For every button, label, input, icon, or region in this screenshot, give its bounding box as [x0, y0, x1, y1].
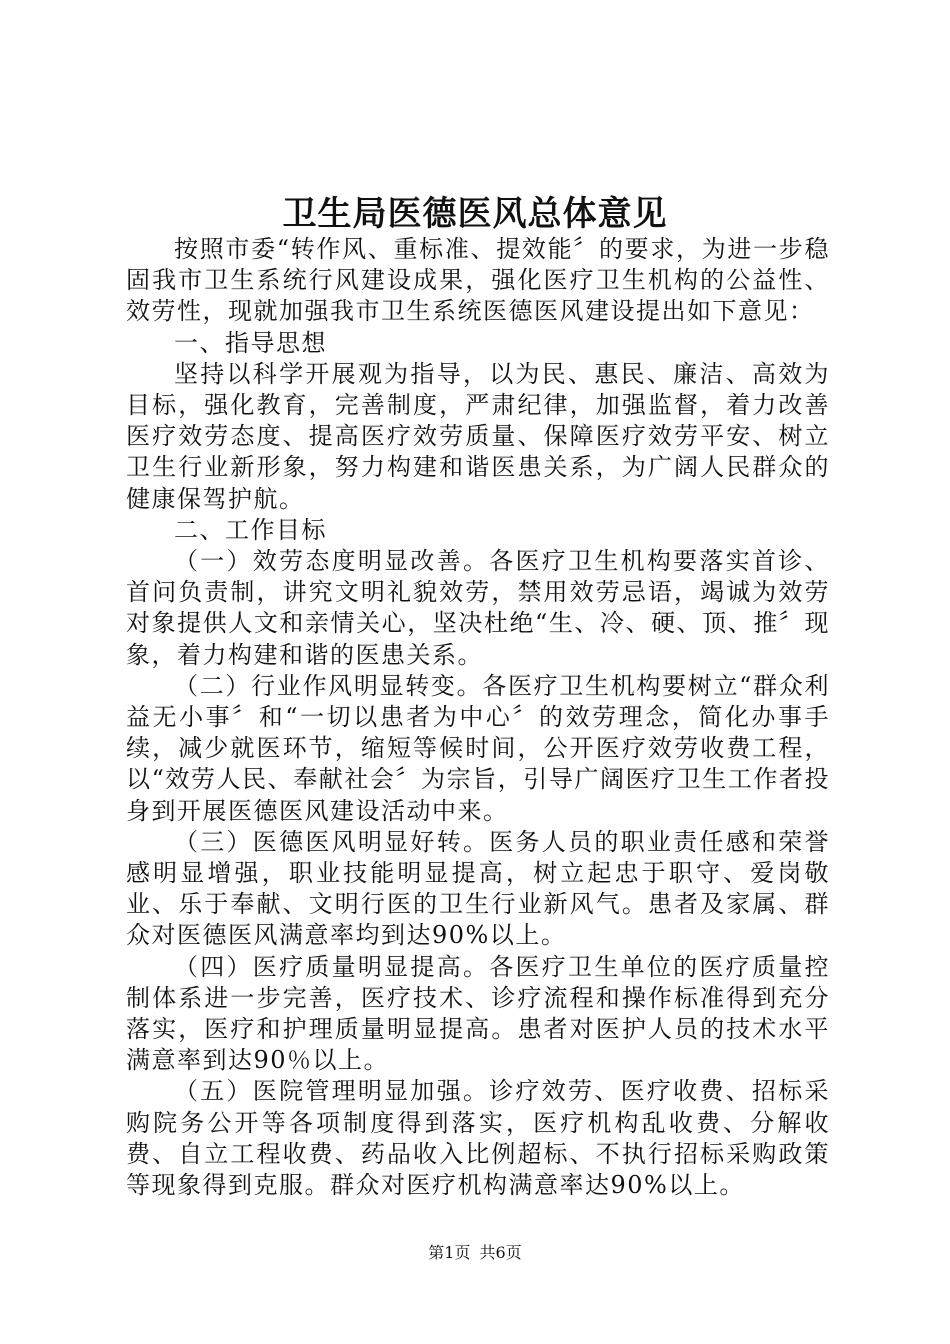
- section-heading-guiding-ideology: 一、指导思想: [174, 328, 327, 357]
- page-total: 共6页: [479, 1243, 522, 1262]
- intro-paragraph: 按照市委“转作风、重标准、提效能〞的要求，为进一步稳固我市卫生系统行风建设成果，强化医疗卫生机构的公益性、效劳性，现就加强我市卫生系统医德医风建设提出如下意见：: [126, 235, 830, 326]
- document-title: 卫生局医德医风总体意见: [282, 194, 668, 234]
- page-number: 第1页: [428, 1243, 471, 1262]
- goal-paragraph-4: （四）医疗质量明显提高。各医疗卫生单位的医疗质量控制体系进一步完善，医疗技术、诊疗流程和操作标准得到充分落实，医疗和护理质量明显提高。患者对医护人员的技术水平满意率到达90％以上。: [126, 952, 830, 1075]
- page-footer: [0, 1240, 950, 1263]
- section-heading-work-goals: 二、工作目标: [174, 515, 327, 544]
- goal-paragraph-2: （二）行业作风明显转变。各医疗卫生机构要树立“群众利益无小事〞和“一切以患者为中心〞的效劳理念，简化办事手续，减少就医环节，缩短等候时间，公开医疗效劳收费工程，以“效劳人民、奉献社会〞为宗旨，引导广阔医疗卫生工作者投身到开展医德医风建设活动中来。: [126, 671, 830, 825]
- document-body: [126, 234, 830, 1201]
- goal-paragraph-3: （三）医德医风明显好转。医务人员的职业责任感和荣誉感明显增强，职业技能明显提高，树立起忠于职守、爱岗敬业、乐于奉献、文明行医的卫生行业新风气。患者及家属、群众对医德医风满意率均到达90%以上。: [126, 827, 830, 950]
- guiding-ideology-paragraph: 坚持以科学开展观为指导，以为民、惠民、廉洁、高效为目标，强化教育，完善制度，严肃纪律，加强监督，着力改善医疗效劳态度、提高医疗效劳质量、保障医疗效劳平安、树立卫生行业新形象，努力构建和谐医患关系，为广阔人民群众的健康保驾护航。: [126, 359, 830, 513]
- goal-paragraph-5: （五）医院管理明显加强。诊疗效劳、医疗收费、招标采购院务公开等各项制度得到落实，医疗机构乱收费、分解收费、自立工程收费、药品收入比例超标、不执行招标采购政策等现象得到克服。群众对医疗机构满意率达90%以上。: [126, 1077, 830, 1200]
- goal-paragraph-1: （一）效劳态度明显改善。各医疗卫生机构要落实首诊、首问负责制，讲究文明礼貌效劳，禁用效劳忌语，竭诚为效劳对象提供人文和亲情关心，坚决杜绝“生、冷、硬、顶、推〞现象，着力构建和谐的医患关系。: [126, 547, 830, 669]
